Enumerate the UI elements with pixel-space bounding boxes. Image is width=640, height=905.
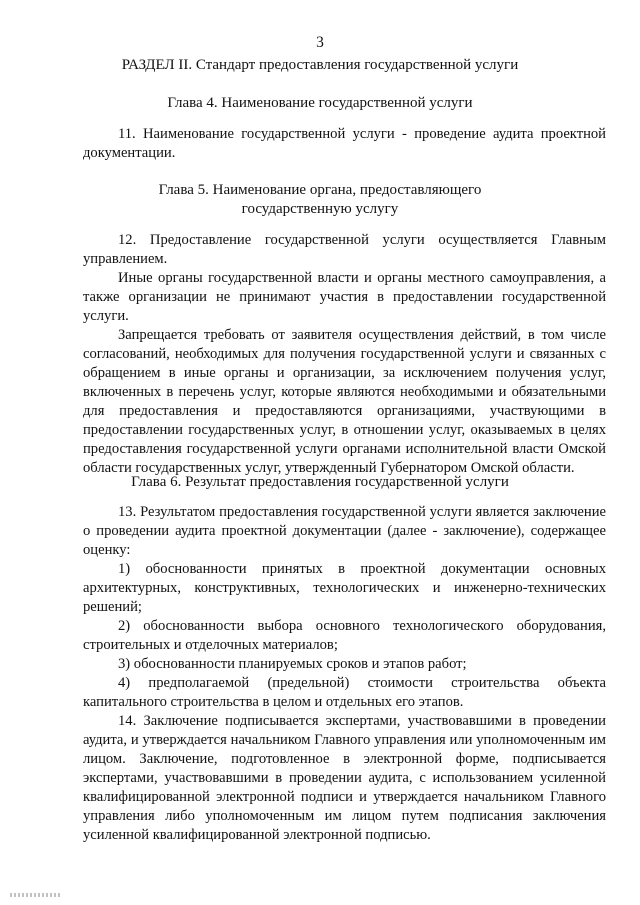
section-title: РАЗДЕЛ II. Стандарт предоставления государственной услуги — [121, 57, 519, 73]
chapter-6-title: Глава 6. Результат предоставления государственной услуги — [131, 474, 509, 490]
paragraph-13: 13. Результатом предоставления государственной услуги является заключение о проведении аудита проектной документации (далее - заключение), содержащее оценку: — [83, 504, 606, 558]
paragraph-12-b: Иные органы государственной власти и органы местного самоуправления, а также организации не принимают участия в предоставлении государственной услуги. — [83, 270, 606, 324]
paragraph-11-block — [83, 125, 606, 163]
chapter-5-title — [60, 181, 580, 219]
paragraph-13-item-3: 3) обоснованности планируемых сроков и этапов работ; — [118, 656, 467, 672]
chapter-5-title-line2: государственную услугу — [241, 201, 399, 217]
chapter-5-title-line1: Глава 5. Наименование органа, предоставляющего — [158, 182, 482, 198]
chapter-4-title: Глава 4. Наименование государственной услуги — [167, 95, 473, 111]
scan-artifact — [10, 893, 60, 897]
paragraph-14: 14. Заключение подписывается экспертами, участвовавшими в проведении аудита, и утверждается начальником Главного управления или уполномоченным им лицом. Заключение, подготовленное в электронной форме, подписывается экспертами, участвовавшими в проведении аудита, с использованием усиленной квалифицированной электронной подписи и утверждается начальником Главного управления либо уполномоченным им лицом путем подписания заключения усиленной квалифицированной электронной подписью. — [83, 713, 606, 843]
paragraph-12-c: Запрещается требовать от заявителя осуществления действий, в том числе согласований, необходимых для получения государственной услуги и связанных с обращением в иные органы и организации, за исключением получения услуг, включенных в перечень услуг, которые являются необходимыми и обязательными для предоставления и предоставляются организациями, участвующими в предоставлении государственных услуг, в отношении услуг, оказываемых в целях предоставления государственной услуги органами исполнительной власти Омской области государственных услуг, утвержденный Губернатором Омской области. — [83, 327, 606, 476]
paragraph-13-block — [83, 503, 606, 845]
paragraph-12: 12. Предоставление государственной услуги осуществляется Главным управлением. — [83, 232, 606, 267]
paragraph-13-item-1: 1) обоснованности принятых в проектной документации основных архитектурных, конструктивных, технологических и инженерно-технических решений; — [83, 561, 606, 615]
page-number: 3 — [316, 34, 324, 51]
paragraph-13-item-4: 4) предполагаемой (предельной) стоимости строительства объекта капитального строительства в целом и отдельных его этапов. — [83, 675, 606, 710]
paragraph-11: 11. Наименование государственной услуги - проведение аудита проектной документации. — [83, 126, 606, 161]
paragraph-13-item-2: 2) обоснованности выбора основного технологического оборудования, строительных и отделочных материалов; — [83, 618, 606, 653]
paragraph-12-block — [83, 231, 606, 478]
